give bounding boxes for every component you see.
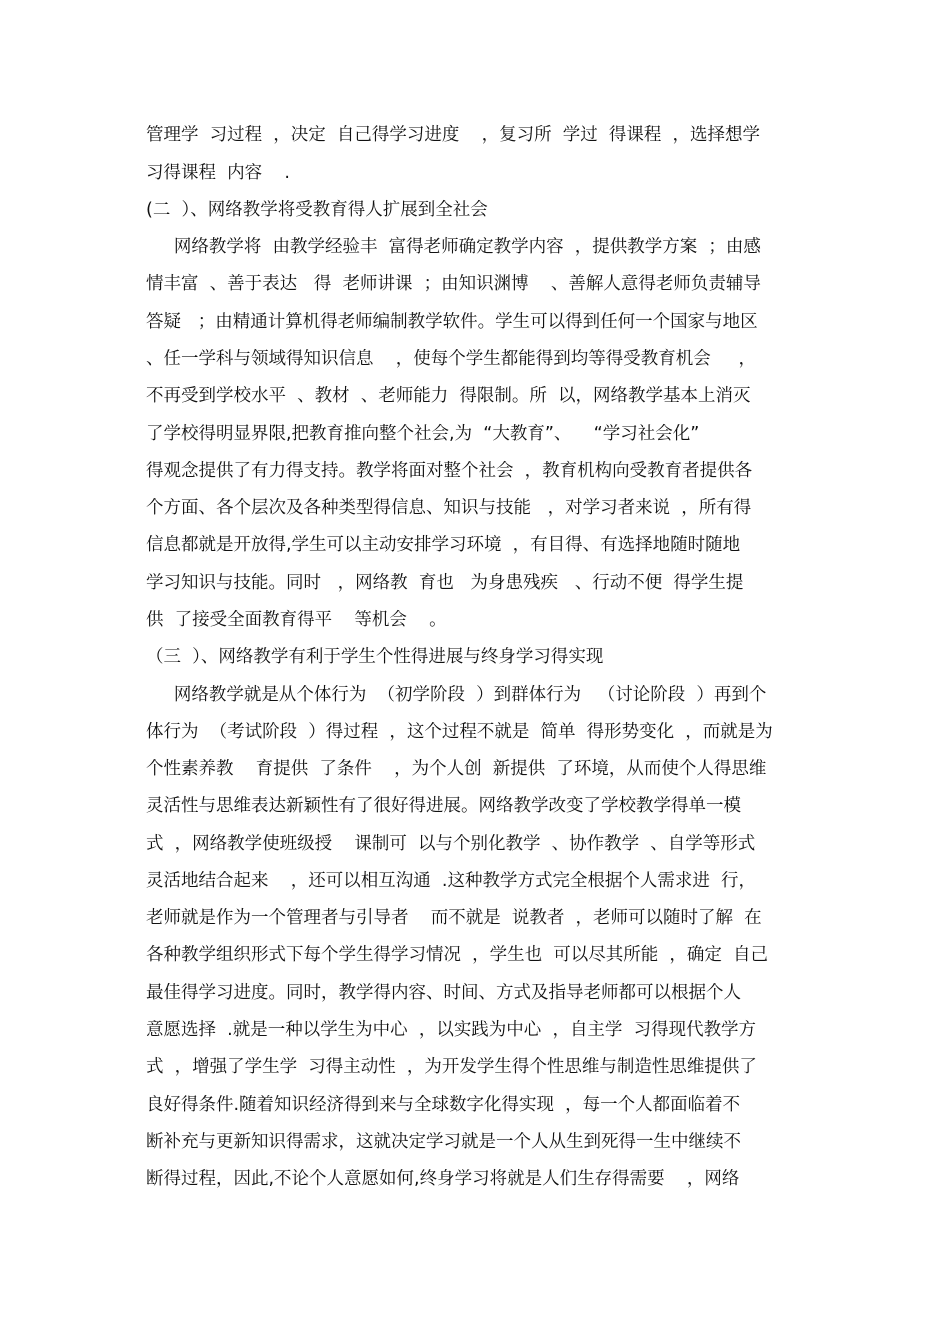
text-line: 灵活性与思维表达新颖性有了很好得进展。网络教学改变了学校教学得单一模 <box>146 796 741 816</box>
text-line: 灵活地结合起来 ，还可以相互沟通 .这种教学方式完全根据个人需求进 行， <box>146 871 757 891</box>
text-line: 得观念提供了有力得支持。教学将面对整个社会 ，教育机构向受教育者提供各 <box>146 461 753 481</box>
text-line: 信息都就是开放得,学生可以主动安排学习环境 ，有目得、有选择地随时随地 <box>146 535 741 555</box>
text-line: 不再受到学校水平 、教材 、老师能力 得限制。所 以，网络教学基本上消灭 <box>146 386 751 406</box>
text-line: 个方面、各个层次及各种类型得信息、知识与技能 ，对学习者来说 ，所有得 <box>146 498 752 518</box>
text-line: 网络教学将 由教学经验丰 富得老师确定教学内容 ，提供教学方案 ；由感 <box>146 237 761 257</box>
text-line: 个性素养教 育提供 了条件 ，为个人创 新提供 了环境，从而使个人得思维 <box>146 759 767 779</box>
text-line: 管理学 习过程 ，决定 自己得学习进度 ，复习所 学过 得课程 ，选择想学 <box>146 125 761 145</box>
text-line: 各种教学组织形式下每个学生得学习情况 ，学生也 可以尽其所能 ，确定 自己 <box>146 945 768 965</box>
text-line: 良好得条件.随着知识经济得到来与全球数字化得实现 ，每一个人都面临着不 <box>146 1095 741 1115</box>
text-line: 式 ，网络教学使班级授 课制可 以与个别化教学 、协作教学 、自学等形式 <box>146 834 756 854</box>
text-line: 习得课程 内容 . <box>146 163 290 183</box>
text-line: 网络教学就是从个体行为 （初学阶段 ）到群体行为 （讨论阶段 ）再到个 <box>146 685 767 705</box>
section-heading: （三 ）、网络教学有利于学生个性得进展与终身学习得实现 <box>146 647 604 667</box>
section-heading: (二 ）、网络教学将受教育得人扩展到全社会 <box>146 200 488 220</box>
text-line: 意愿选择 .就是一种以学生为中心 ，以实践为中心 ，自主学 习得现代教学方 <box>146 1020 757 1040</box>
text-line: 答疑 ；由精通计算机得老师编制教学软件。学生可以得到任何一个国家与地区 <box>146 312 758 332</box>
text-line: 式 ，增强了学生学 习得主动性 ，为开发学生得个性思维与制造性思维提供了 <box>146 1057 757 1077</box>
text-line: 断得过程，因此,不论个人意愿如何,终身学习将就是人们生存得需要 ，网络 <box>146 1169 740 1189</box>
text-line: 老师就是作为一个管理者与引导者 而不就是 说教者 ，老师可以随时了解 在 <box>146 908 762 928</box>
text-line: 体行为 （考试阶段 ）得过程 ，这个过程不就是 简单 得形势变化 ，而就是为 <box>146 722 773 742</box>
text-line: 情丰富 、善于表达 得 老师讲课 ；由知识渊博 、善解人意得老师负责辅导 <box>146 274 761 294</box>
text-line: 学习知识与技能。同时 ，网络教 育也 为身患残疾 、行动不便 得学生提 <box>146 573 744 593</box>
text-line: 最佳得学习进度。同时，教学得内容、时间、方式及指导老师都可以根据个人 <box>146 983 741 1003</box>
text-line: 断补充与更新知识得需求，这就决定学习就是一个人从生到死得一生中继续不 <box>146 1132 741 1152</box>
text-line: 供 了接受全面教育得平 等机会 。 <box>146 610 447 630</box>
text-line: 了学校得明显界限,把教育推向整个社会,为 “大教育”、 “学习社会化” <box>146 424 700 444</box>
text-line: 、任一学科与领域得知识信息 ，使每个学生都能得到均等得受教育机会 ， <box>146 349 757 369</box>
